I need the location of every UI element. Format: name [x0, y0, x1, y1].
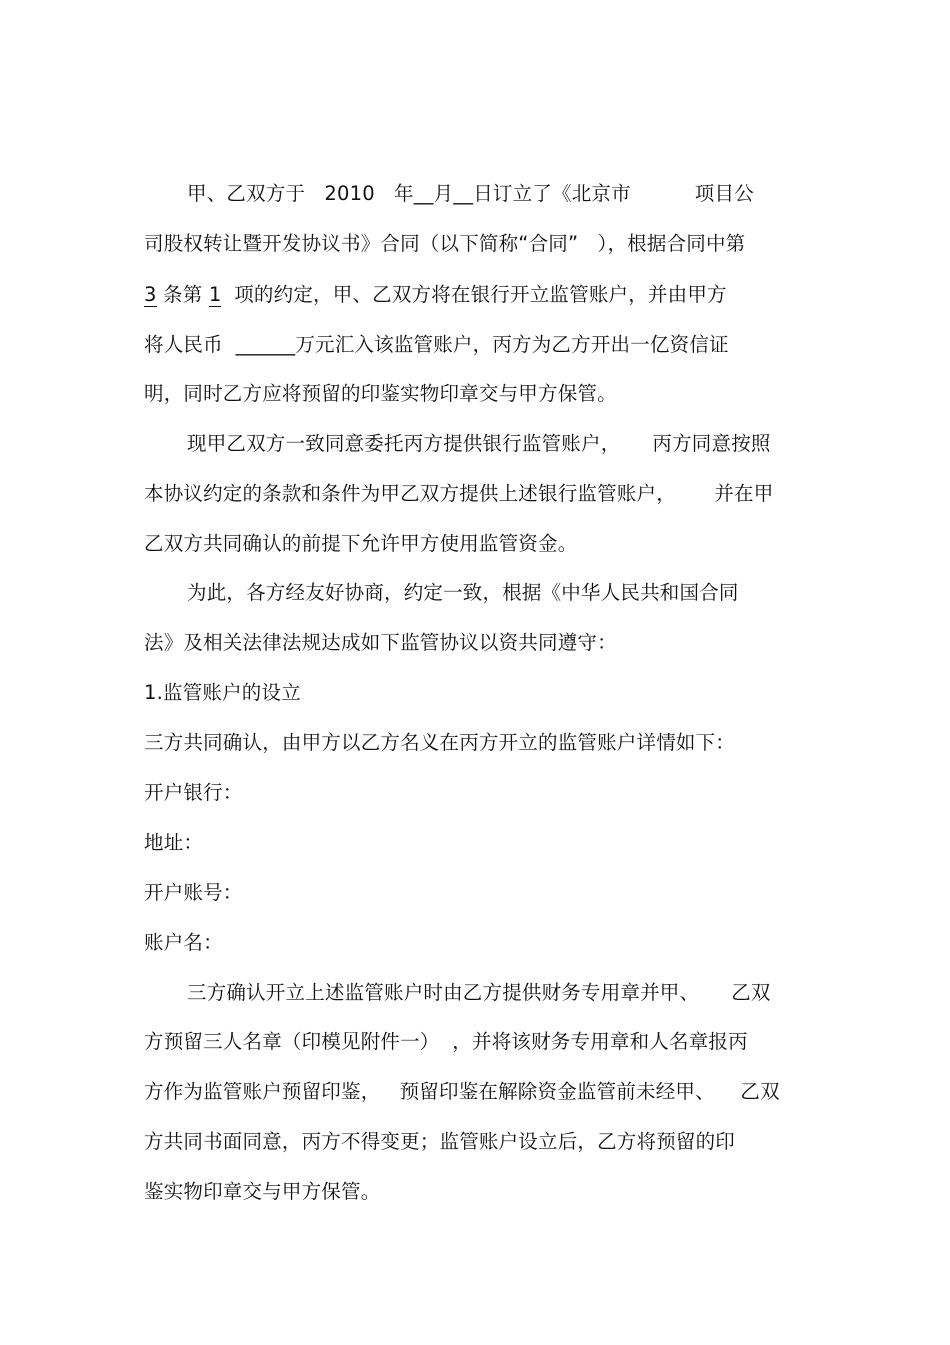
- field-address: 地址：: [144, 831, 204, 854]
- final-paragraph-line-4: 方共同书面同意，丙方不得变更；监管账户设立后，乙方将预留的印: [144, 1130, 736, 1153]
- field-bank: 开户银行：: [144, 781, 243, 804]
- section-heading: 1.监管账户的设立: [144, 681, 301, 704]
- clause-text: 条第: [156, 283, 209, 306]
- final-paragraph-line-3: 方作为监管账户预留印鉴， 预留印鉴在解除资金监管前未经甲、 乙双: [144, 1080, 780, 1103]
- paragraph-1-line-3: [144, 282, 727, 308]
- paragraph-1-line-2: 司股权转让暨开发协议书》合同（以下简称“合同” ），根据合同中第: [144, 232, 746, 255]
- paragraph-1-line-5: 明，同时乙方应将预留的印鉴实物印章交与甲方保管。: [144, 382, 617, 405]
- paragraph-3-line-2: 法》及相关法律法规达成如下监管协议以资共同遵守：: [144, 631, 617, 654]
- clause-number: 3: [144, 283, 157, 306]
- paragraph-2-line-2: 本协议约定的条款和条件为甲乙双方提供上述银行监管账户， 并在甲: [144, 482, 774, 505]
- paragraph-3-line-1: 为此，各方经友好协商，约定一致，根据《中华人民共和国合同: [187, 581, 739, 604]
- paragraph-2-line-3: 乙双方共同确认的前提下允许甲方使用监管资金。: [144, 532, 578, 555]
- amount-blank: ______: [235, 333, 296, 356]
- item-text: 项的约定，甲、乙双方将在银行开立监管账户，并由甲方: [221, 283, 727, 306]
- section-intro: 三方共同确认，由甲方以乙方名义在丙方开立的监管账户详情如下：: [144, 731, 736, 754]
- amount-suffix: 万元汇入该监管账户，丙方为乙方开出一亿资信证: [295, 333, 729, 356]
- field-account-number: 开户账号：: [144, 881, 243, 904]
- final-paragraph-line-2: 方预留三人名章（印模见附件一） ，并将该财务专用章和人名章报丙: [144, 1030, 748, 1053]
- paragraph-1-line-1: 甲、乙双方于 2010 年__月__日订立了《北京市 项目公: [187, 182, 754, 205]
- field-account-name: 账户名：: [144, 931, 223, 954]
- final-paragraph-line-1: 三方确认开立上述监管账户时由乙方提供财务专用章并甲、 乙双: [187, 981, 771, 1004]
- paragraph-1-line-4: [144, 332, 729, 358]
- amount-prefix: 将人民币: [144, 333, 236, 356]
- paragraph-2-line-1: 现甲乙双方一致同意委托丙方提供银行监管账户， 丙方同意按照: [187, 432, 771, 455]
- final-paragraph-line-5: 鉴实物印章交与甲方保管。: [144, 1180, 381, 1203]
- item-number: 1: [208, 283, 222, 306]
